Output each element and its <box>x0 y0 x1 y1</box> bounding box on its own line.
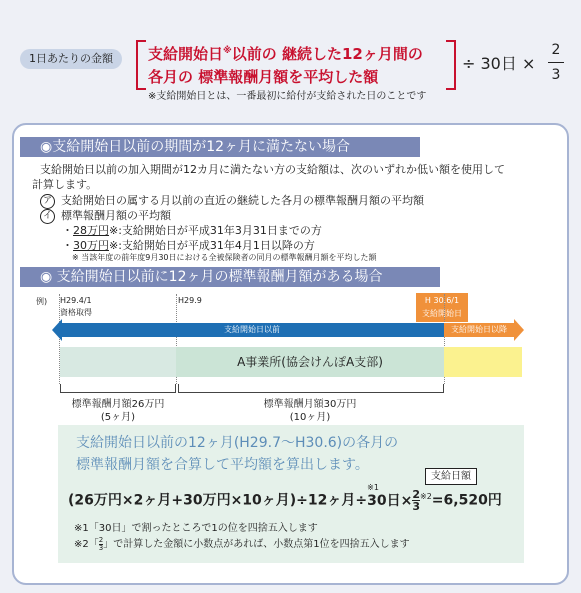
period1-brace <box>60 384 176 393</box>
formula-divide-30: ÷ 30日 × <box>462 54 536 73</box>
section1-intro-line2: 計算します。 <box>32 178 98 191</box>
period-bar-after <box>444 347 522 377</box>
timeline-start-date-box: H 30.6/1 支給開始日 <box>416 293 468 322</box>
section1-intro-line1: 支給開始日以前の加入期間が12カ月に満たない方の支給額は、次のいずれか低い額を使用して <box>40 163 505 176</box>
section2-heading: ◉ 支給開始日以前に12ヶ月の標準報酬月額がある場合 <box>20 267 440 287</box>
formula-numerator: 支給開始日※以前の 継続した12ヶ月間の 各月の 標準報酬月額を平均した額 <box>148 45 423 86</box>
section1-small-note: ※ 当該年度の前年度9月30日における全被保険者の同月の標準報酬月額を平均した額 <box>72 253 377 262</box>
office-bar: A事業所(協会けんぽA支部) <box>176 347 444 377</box>
formula-fraction: 2 3 <box>548 40 564 85</box>
period2-label: 標準報酬月額30万円 <box>263 399 357 410</box>
example-label: 例) <box>36 297 48 306</box>
period1-label: 標準報酬月額26万円 <box>71 399 165 410</box>
arrow-right-head <box>514 319 524 341</box>
period-bar-before <box>60 347 176 377</box>
calc-note2: ※2「$\frac{2}{3}$ 」で計算した金額に小数点があれば、小数点第1位を四捨五入します <box>74 535 410 552</box>
formula-bracket-left <box>136 40 146 90</box>
item-a-marker: ア <box>40 194 55 209</box>
section1-item-a: ア 支給開始日の属する月以前の直近の継続した各月の標準報酬月額の平均額 <box>40 192 424 209</box>
section1-item-b: イ 標準報酬月額の平均額 <box>40 207 171 224</box>
timeline-date-start: H29.4/1 <box>60 296 92 305</box>
period2-months: (10ヶ月) <box>289 412 331 423</box>
arrow-before-start: 支給開始日以前 <box>60 323 444 337</box>
formula-label-badge: 1日あたりの金額 <box>20 49 122 69</box>
period1-months: (5ヶ月) <box>100 412 136 423</box>
formula-bracket-right <box>446 40 456 90</box>
calculation-formula: (26万円×2ヶ月+30万円×10ヶ月)÷12ヶ月÷ ※1 30日$\times\frac{2}{3}$ $^{※2}$=6,520円 <box>68 482 502 513</box>
arrow-after-start: 支給開始日以降 <box>444 323 514 337</box>
section1-heading: ◉支給開始日以前の期間が12ヶ月に満たない場合 <box>20 137 420 157</box>
explain-line2: 標準報酬月額を合算して平均額を算出します。 <box>76 457 369 473</box>
timeline-date-mid: H29.9 <box>178 296 202 305</box>
timeline-date-start-sub: 資格取得 <box>60 308 92 317</box>
formula-note: ※支給開始日とは、一番最初に給付が支給された日のことです <box>148 91 427 102</box>
section1-sub1: ・28万円※:支給開始日が平成31年3月31日までの方 <box>62 224 322 237</box>
calc-note1: ※1「30日」で割ったところで1の位を四捨五入します <box>74 523 318 534</box>
item-b-marker: イ <box>40 209 55 224</box>
period2-brace <box>178 384 444 393</box>
explain-line1: 支給開始日以前の12ヶ月(H29.7〜H30.6)の各月の <box>76 435 399 451</box>
section1-sub2: ・30万円※:支給開始日が平成31年4月1日以降の方 <box>62 239 315 252</box>
daily-amount-badge: 支給日額 <box>425 468 477 485</box>
